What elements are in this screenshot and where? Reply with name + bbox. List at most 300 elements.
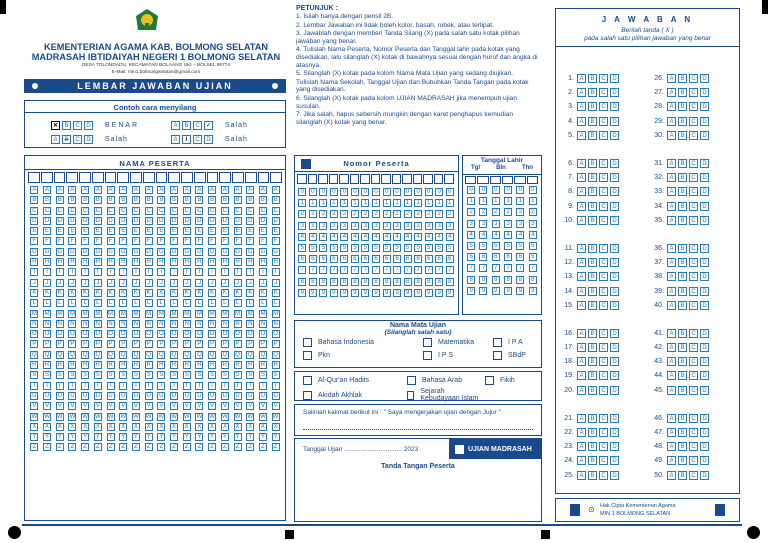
name-bubble[interactable]: Y: [32, 434, 37, 441]
nomor-bubble[interactable]: 3: [340, 222, 348, 230]
name-bubble[interactable]: E: [133, 228, 138, 235]
name-bubble[interactable]: P: [235, 341, 240, 348]
nomor-bubble[interactable]: 7: [393, 266, 401, 274]
nomor-write-box[interactable]: [423, 174, 433, 184]
answer-bubble[interactable]: A: [577, 329, 586, 338]
answer-bubble[interactable]: C: [599, 428, 608, 437]
tanggal-bubble[interactable]: 6: [516, 253, 524, 261]
tanggal-bubble[interactable]: 1: [529, 197, 537, 205]
name-bubble[interactable]: Q: [222, 351, 228, 358]
name-bubble[interactable]: Q: [171, 351, 177, 358]
tanggal-bubble[interactable]: 5: [504, 242, 512, 250]
nomor-bubble[interactable]: 9: [298, 289, 306, 297]
name-bubble[interactable]: A: [260, 187, 265, 193]
name-bubble[interactable]: M: [146, 310, 152, 317]
nomor-bubble[interactable]: 0: [330, 188, 338, 196]
name-bubble[interactable]: B: [273, 197, 278, 204]
answer-bubble[interactable]: D: [610, 216, 619, 225]
answer-bubble[interactable]: B: [678, 329, 687, 338]
name-bubble[interactable]: W: [107, 413, 114, 420]
tanggal-write-box[interactable]: [502, 176, 513, 184]
name-bubble[interactable]: M: [69, 310, 75, 317]
nomor-bubble[interactable]: 4: [383, 233, 391, 241]
name-bubble[interactable]: L: [221, 299, 229, 307]
name-bubble[interactable]: M: [171, 310, 177, 317]
name-bubble[interactable]: B: [159, 197, 164, 204]
nomor-bubble[interactable]: 4: [372, 233, 380, 241]
nomor-bubble[interactable]: 6: [351, 255, 359, 263]
name-bubble[interactable]: N: [108, 320, 113, 327]
answer-bubble[interactable]: A: [667, 343, 676, 352]
answer-bubble[interactable]: C: [599, 258, 608, 267]
tanggal-bubble[interactable]: 9: [479, 287, 487, 295]
nomor-bubble[interactable]: 4: [351, 233, 359, 241]
name-bubble[interactable]: H: [197, 259, 202, 266]
name-bubble[interactable]: K: [159, 289, 164, 296]
nomor-bubble[interactable]: 9: [383, 289, 391, 297]
name-bubble[interactable]: I: [119, 268, 127, 276]
answer-bubble[interactable]: B: [588, 88, 597, 97]
name-bubble[interactable]: R: [108, 362, 113, 369]
name-bubble[interactable]: Y: [95, 434, 100, 441]
name-bubble[interactable]: V: [70, 403, 75, 410]
name-bubble[interactable]: M: [273, 310, 279, 317]
answer-bubble[interactable]: C: [599, 131, 608, 140]
name-bubble[interactable]: D: [133, 217, 139, 224]
answer-bubble[interactable]: D: [610, 187, 619, 196]
answer-bubble[interactable]: D: [700, 88, 709, 97]
name-bubble[interactable]: S: [197, 372, 202, 379]
name-bubble[interactable]: V: [95, 403, 100, 410]
name-bubble[interactable]: Y: [260, 434, 265, 441]
name-bubble[interactable]: B: [235, 197, 240, 204]
name-bubble[interactable]: X: [273, 423, 278, 430]
nomor-bubble[interactable]: 6: [446, 255, 454, 263]
answer-bubble[interactable]: C: [689, 428, 698, 437]
nomor-bubble[interactable]: 8: [340, 278, 348, 286]
nomor-bubble[interactable]: 2: [414, 210, 422, 218]
name-bubble[interactable]: L: [68, 299, 76, 307]
name-bubble[interactable]: B: [260, 197, 265, 204]
name-bubble[interactable]: X: [159, 423, 164, 430]
name-bubble[interactable]: Z: [208, 443, 216, 451]
name-bubble[interactable]: A: [45, 187, 50, 193]
name-bubble[interactable]: C: [248, 207, 253, 214]
answer-bubble[interactable]: A: [577, 244, 586, 253]
name-bubble[interactable]: T: [68, 382, 76, 390]
name-bubble[interactable]: E: [222, 228, 227, 235]
nomor-bubble[interactable]: 6: [425, 255, 433, 263]
answer-bubble[interactable]: D: [700, 343, 709, 352]
answer-bubble[interactable]: D: [700, 287, 709, 296]
name-bubble[interactable]: G: [146, 248, 151, 255]
name-bubble[interactable]: H: [248, 259, 253, 266]
answer-bubble[interactable]: A: [667, 456, 676, 465]
name-bubble[interactable]: O: [120, 331, 126, 338]
name-bubble[interactable]: Y: [159, 434, 164, 441]
name-bubble[interactable]: B: [248, 197, 253, 204]
name-bubble[interactable]: G: [120, 248, 126, 255]
nomor-write-box[interactable]: [297, 174, 307, 184]
tanggal-bubble[interactable]: 0: [504, 186, 512, 194]
answer-bubble[interactable]: B: [588, 471, 597, 480]
name-bubble[interactable]: G: [260, 248, 266, 255]
name-bubble[interactable]: W: [82, 413, 88, 420]
name-bubble[interactable]: G: [32, 248, 37, 255]
name-bubble[interactable]: I: [132, 268, 140, 276]
answer-bubble[interactable]: B: [678, 428, 687, 437]
answer-bubble[interactable]: A: [577, 428, 586, 437]
nomor-bubble[interactable]: 8: [351, 278, 359, 286]
nomor-write-boxes[interactable]: [297, 174, 455, 184]
name-bubble[interactable]: F: [94, 237, 102, 245]
answer-bubble[interactable]: C: [689, 159, 698, 168]
answer-bubble[interactable]: C: [689, 102, 698, 111]
name-bubble[interactable]: B: [83, 197, 88, 204]
ujian-madrasah-box[interactable]: [449, 439, 541, 459]
name-bubble[interactable]: M: [209, 310, 215, 317]
name-bubble[interactable]: Z: [94, 443, 102, 451]
name-bubble[interactable]: A: [121, 187, 126, 193]
answer-bubble[interactable]: C: [689, 173, 698, 182]
name-bubble[interactable]: C: [197, 207, 202, 214]
name-bubble[interactable]: Y: [172, 434, 177, 441]
answer-bubble[interactable]: D: [610, 442, 619, 451]
answer-bubble[interactable]: C: [689, 287, 698, 296]
answer-bubble[interactable]: B: [588, 414, 597, 423]
name-bubble[interactable]: M: [196, 310, 202, 317]
name-bubble[interactable]: J: [30, 279, 38, 287]
nomor-bubble[interactable]: 5: [309, 244, 317, 252]
answer-bubble[interactable]: A: [577, 442, 586, 451]
name-bubble[interactable]: N: [57, 320, 62, 327]
tanggal-bubble[interactable]: 5: [479, 242, 487, 250]
name-bubble[interactable]: V: [45, 403, 50, 410]
name-bubble[interactable]: X: [45, 423, 50, 430]
name-bubble[interactable]: F: [246, 237, 254, 245]
name-bubble[interactable]: Z: [132, 443, 140, 451]
name-bubble[interactable]: W: [260, 413, 266, 420]
name-bubble[interactable]: X: [108, 423, 113, 430]
name-bubble[interactable]: O: [235, 331, 240, 338]
nomor-bubble[interactable]: 6: [319, 255, 327, 263]
name-bubble[interactable]: I: [56, 268, 64, 276]
name-bubble[interactable]: S: [210, 372, 215, 379]
name-bubble[interactable]: H: [184, 259, 189, 266]
name-bubble[interactable]: F: [234, 237, 242, 245]
name-bubble[interactable]: L: [259, 299, 267, 307]
name-bubble[interactable]: T: [246, 382, 254, 390]
tanggal-bubble[interactable]: 0: [479, 186, 487, 194]
tanggal-write-box[interactable]: [477, 176, 488, 184]
name-write-box[interactable]: [41, 172, 53, 183]
nomor-bubble[interactable]: 3: [414, 222, 422, 230]
name-bubble[interactable]: D: [222, 217, 227, 224]
answer-bubble[interactable]: D: [610, 471, 619, 480]
name-bubble[interactable]: U: [32, 392, 37, 399]
answer-bubble[interactable]: A: [577, 371, 586, 380]
name-bubble[interactable]: I: [195, 268, 203, 276]
subject-option[interactable]: [423, 351, 493, 360]
nomor-bubble[interactable]: 1: [383, 199, 391, 207]
name-bubble[interactable]: Q: [95, 351, 101, 358]
name-bubble[interactable]: U: [108, 392, 113, 399]
name-bubble[interactable]: Y: [70, 434, 75, 441]
name-bubble[interactable]: V: [172, 403, 177, 410]
subject-option[interactable]: [423, 338, 493, 347]
name-bubble[interactable]: N: [82, 320, 88, 327]
nomor-bubble[interactable]: 5: [361, 244, 369, 252]
name-bubble[interactable]: Q: [247, 351, 253, 358]
nomor-bubble[interactable]: 8: [330, 278, 338, 286]
name-write-box[interactable]: [232, 172, 244, 183]
name-bubble[interactable]: W: [69, 413, 76, 420]
tanggal-bubble[interactable]: 2: [479, 208, 487, 216]
tanggal-bubble[interactable]: 9: [529, 287, 537, 295]
name-bubble[interactable]: T: [259, 382, 267, 390]
nomor-write-box[interactable]: [360, 174, 370, 184]
tanggal-bubble[interactable]: 4: [529, 231, 537, 239]
name-bubble[interactable]: Z: [259, 443, 267, 451]
subject-option[interactable]: [493, 338, 543, 347]
nomor-bubble[interactable]: 3: [446, 222, 454, 230]
name-write-box[interactable]: [207, 172, 219, 183]
nomor-bubble[interactable]: 8: [393, 278, 401, 286]
answer-bubble[interactable]: D: [610, 244, 619, 253]
name-bubble[interactable]: H: [235, 259, 240, 266]
name-bubble[interactable]: D: [146, 217, 151, 224]
tanggal-bubble[interactable]: 0: [516, 186, 524, 194]
answer-bubble[interactable]: D: [610, 258, 619, 267]
nomor-bubble[interactable]: 1: [330, 199, 338, 207]
answer-bubble[interactable]: D: [700, 456, 709, 465]
name-bubble[interactable]: Y: [121, 434, 126, 441]
name-bubble[interactable]: O: [171, 331, 177, 338]
name-bubble[interactable]: Z: [195, 443, 203, 451]
name-bubble[interactable]: J: [208, 279, 216, 287]
answer-bubble[interactable]: A: [667, 102, 676, 111]
name-bubble[interactable]: N: [121, 320, 126, 327]
name-bubble[interactable]: J: [246, 279, 254, 287]
name-bubble[interactable]: E: [146, 228, 151, 235]
name-bubble[interactable]: W: [31, 413, 38, 420]
tanggal-bubble[interactable]: 7: [467, 264, 475, 272]
name-bubble[interactable]: L: [183, 299, 191, 307]
answer-bubble[interactable]: B: [588, 258, 597, 267]
name-bubble[interactable]: J: [157, 279, 165, 287]
nomor-bubble[interactable]: 7: [404, 266, 412, 274]
nomor-bubble[interactable]: 2: [404, 210, 412, 218]
answer-bubble[interactable]: D: [610, 74, 619, 83]
name-bubble[interactable]: O: [273, 331, 278, 338]
name-bubble[interactable]: S: [184, 372, 189, 379]
answer-bubble[interactable]: B: [678, 414, 687, 423]
name-bubble[interactable]: E: [121, 228, 126, 235]
answer-bubble[interactable]: B: [588, 329, 597, 338]
answer-bubble[interactable]: C: [689, 74, 698, 83]
nomor-bubble[interactable]: 5: [298, 244, 306, 252]
name-bubble[interactable]: R: [209, 362, 215, 369]
name-bubble[interactable]: M: [158, 310, 164, 317]
nomor-bubble[interactable]: 1: [319, 199, 327, 207]
answer-bubble[interactable]: A: [667, 159, 676, 168]
name-bubble[interactable]: B: [95, 197, 100, 204]
name-bubble[interactable]: X: [235, 423, 240, 430]
name-bubble[interactable]: W: [94, 413, 101, 420]
answer-bubble[interactable]: A: [667, 357, 676, 366]
nomor-bubble[interactable]: 2: [340, 210, 348, 218]
name-bubble[interactable]: F: [195, 237, 203, 245]
name-bubble[interactable]: O: [57, 331, 63, 338]
name-bubble[interactable]: Y: [146, 434, 151, 441]
name-bubble[interactable]: N: [32, 320, 37, 327]
tanggal-bubble[interactable]: 5: [516, 242, 524, 250]
tanggal-bubble[interactable]: 7: [516, 264, 524, 272]
name-bubble[interactable]: R: [82, 362, 88, 369]
nomor-bubble[interactable]: 9: [372, 289, 380, 297]
name-bubble[interactable]: L: [208, 299, 216, 307]
name-bubble[interactable]: I: [43, 268, 51, 276]
name-bubble[interactable]: N: [222, 320, 227, 327]
name-write-box[interactable]: [28, 172, 40, 183]
name-bubble[interactable]: W: [209, 413, 215, 420]
tanggal-bubble[interactable]: 7: [479, 264, 487, 272]
name-bubble[interactable]: H: [32, 259, 37, 266]
name-bubble[interactable]: O: [260, 331, 266, 338]
nomor-bubble[interactable]: 6: [298, 255, 306, 263]
tanggal-bubble[interactable]: 6: [529, 253, 537, 261]
answer-bubble[interactable]: A: [667, 216, 676, 225]
name-bubble[interactable]: M: [247, 310, 253, 317]
name-bubble[interactable]: L: [119, 299, 127, 307]
name-bubble[interactable]: T: [157, 382, 165, 390]
name-bubble[interactable]: R: [146, 362, 151, 369]
name-bubble[interactable]: Z: [107, 443, 115, 451]
answer-bubble[interactable]: C: [599, 414, 608, 423]
answer-bubble[interactable]: D: [700, 202, 709, 211]
nomor-bubble[interactable]: 0: [361, 188, 369, 196]
answer-bubble[interactable]: A: [577, 471, 586, 480]
name-bubble[interactable]: K: [210, 289, 215, 296]
name-bubble[interactable]: Z: [246, 443, 254, 451]
name-bubble[interactable]: D: [235, 217, 240, 224]
subject-option[interactable]: [407, 376, 485, 385]
answer-bubble[interactable]: D: [610, 343, 619, 352]
answer-bubble[interactable]: C: [599, 202, 608, 211]
nomor-bubble[interactable]: 3: [393, 222, 401, 230]
name-bubble[interactable]: E: [83, 228, 88, 235]
answer-bubble[interactable]: A: [577, 357, 586, 366]
name-bubble[interactable]: M: [108, 310, 114, 317]
tanggal-bubble[interactable]: 3: [516, 220, 524, 228]
answer-bubble[interactable]: C: [689, 187, 698, 196]
answer-bubble[interactable]: C: [689, 414, 698, 423]
answer-bubble[interactable]: A: [577, 258, 586, 267]
name-bubble[interactable]: L: [157, 299, 165, 307]
nomor-bubble[interactable]: 1: [404, 199, 412, 207]
name-bubble[interactable]: R: [32, 362, 37, 369]
name-bubble[interactable]: O: [222, 331, 228, 338]
answer-bubble[interactable]: C: [689, 88, 698, 97]
name-bubble[interactable]: H: [222, 259, 227, 266]
nomor-bubble[interactable]: 8: [361, 278, 369, 286]
name-bubble[interactable]: Z: [68, 443, 76, 451]
name-bubble[interactable]: X: [197, 423, 202, 430]
answer-bubble[interactable]: A: [577, 173, 586, 182]
tanggal-bubble[interactable]: 8: [529, 276, 537, 284]
answer-bubble[interactable]: D: [610, 202, 619, 211]
name-bubble[interactable]: D: [82, 217, 88, 224]
nomor-bubble[interactable]: 6: [330, 255, 338, 263]
tanggal-bubble[interactable]: 1: [467, 197, 475, 205]
name-bubble[interactable]: E: [184, 228, 189, 235]
name-bubble[interactable]: X: [146, 423, 151, 430]
name-bubble[interactable]: I: [30, 268, 38, 276]
name-bubble[interactable]: O: [197, 331, 202, 338]
name-bubble[interactable]: B: [172, 197, 177, 204]
name-bubble[interactable]: P: [133, 341, 138, 348]
name-bubble[interactable]: Q: [57, 351, 63, 358]
nomor-bubble[interactable]: 8: [319, 278, 327, 286]
answer-bubble[interactable]: A: [577, 287, 586, 296]
nomor-bubble[interactable]: 7: [361, 266, 369, 274]
name-bubble[interactable]: E: [159, 228, 164, 235]
answer-bubble[interactable]: D: [610, 414, 619, 423]
name-bubble[interactable]: C: [133, 207, 139, 214]
name-bubble[interactable]: J: [43, 279, 51, 287]
nomor-bubble[interactable]: 2: [393, 210, 401, 218]
nomor-bubble[interactable]: 2: [298, 210, 306, 218]
name-bubble[interactable]: U: [44, 392, 50, 399]
tanggal-bubble[interactable]: 7: [492, 264, 500, 272]
name-bubble[interactable]: P: [95, 341, 100, 348]
answer-bubble[interactable]: D: [610, 159, 619, 168]
name-bubble[interactable]: M: [31, 310, 37, 317]
tanggal-bubble[interactable]: 9: [504, 287, 512, 295]
name-bubble[interactable]: B: [121, 197, 126, 204]
nomor-bubble[interactable]: 0: [404, 188, 412, 196]
answer-bubble[interactable]: A: [577, 131, 586, 140]
answer-bubble[interactable]: B: [588, 456, 597, 465]
name-bubble[interactable]: P: [32, 341, 37, 348]
name-bubble[interactable]: U: [57, 392, 62, 399]
nomor-write-box[interactable]: [350, 174, 360, 184]
name-bubble[interactable]: O: [209, 331, 215, 338]
name-bubble[interactable]: G: [57, 248, 63, 255]
nomor-bubble[interactable]: 5: [446, 244, 454, 252]
nomor-bubble[interactable]: 4: [393, 233, 401, 241]
name-bubble[interactable]: S: [57, 372, 62, 379]
tanggal-bubble[interactable]: 5: [492, 242, 500, 250]
name-bubble[interactable]: J: [68, 279, 76, 287]
name-bubble[interactable]: H: [82, 259, 88, 266]
name-bubble[interactable]: D: [197, 217, 202, 224]
subject-checkbox[interactable]: [423, 351, 432, 360]
tanggal-bubble[interactable]: 0: [492, 186, 500, 194]
answer-bubble[interactable]: B: [678, 258, 687, 267]
tanggal-bubble[interactable]: 9: [467, 287, 475, 295]
answer-bubble[interactable]: D: [700, 173, 709, 182]
name-bubble[interactable]: R: [197, 362, 202, 369]
name-bubble[interactable]: N: [133, 320, 139, 327]
name-bubble[interactable]: C: [121, 207, 126, 214]
name-bubble[interactable]: A: [172, 187, 177, 193]
name-bubble[interactable]: D: [184, 217, 189, 224]
tanggal-bubble[interactable]: 1: [504, 197, 512, 205]
subject-checkbox[interactable]: [303, 338, 312, 347]
name-bubble[interactable]: N: [209, 320, 215, 327]
nomor-bubble[interactable]: 2: [383, 210, 391, 218]
